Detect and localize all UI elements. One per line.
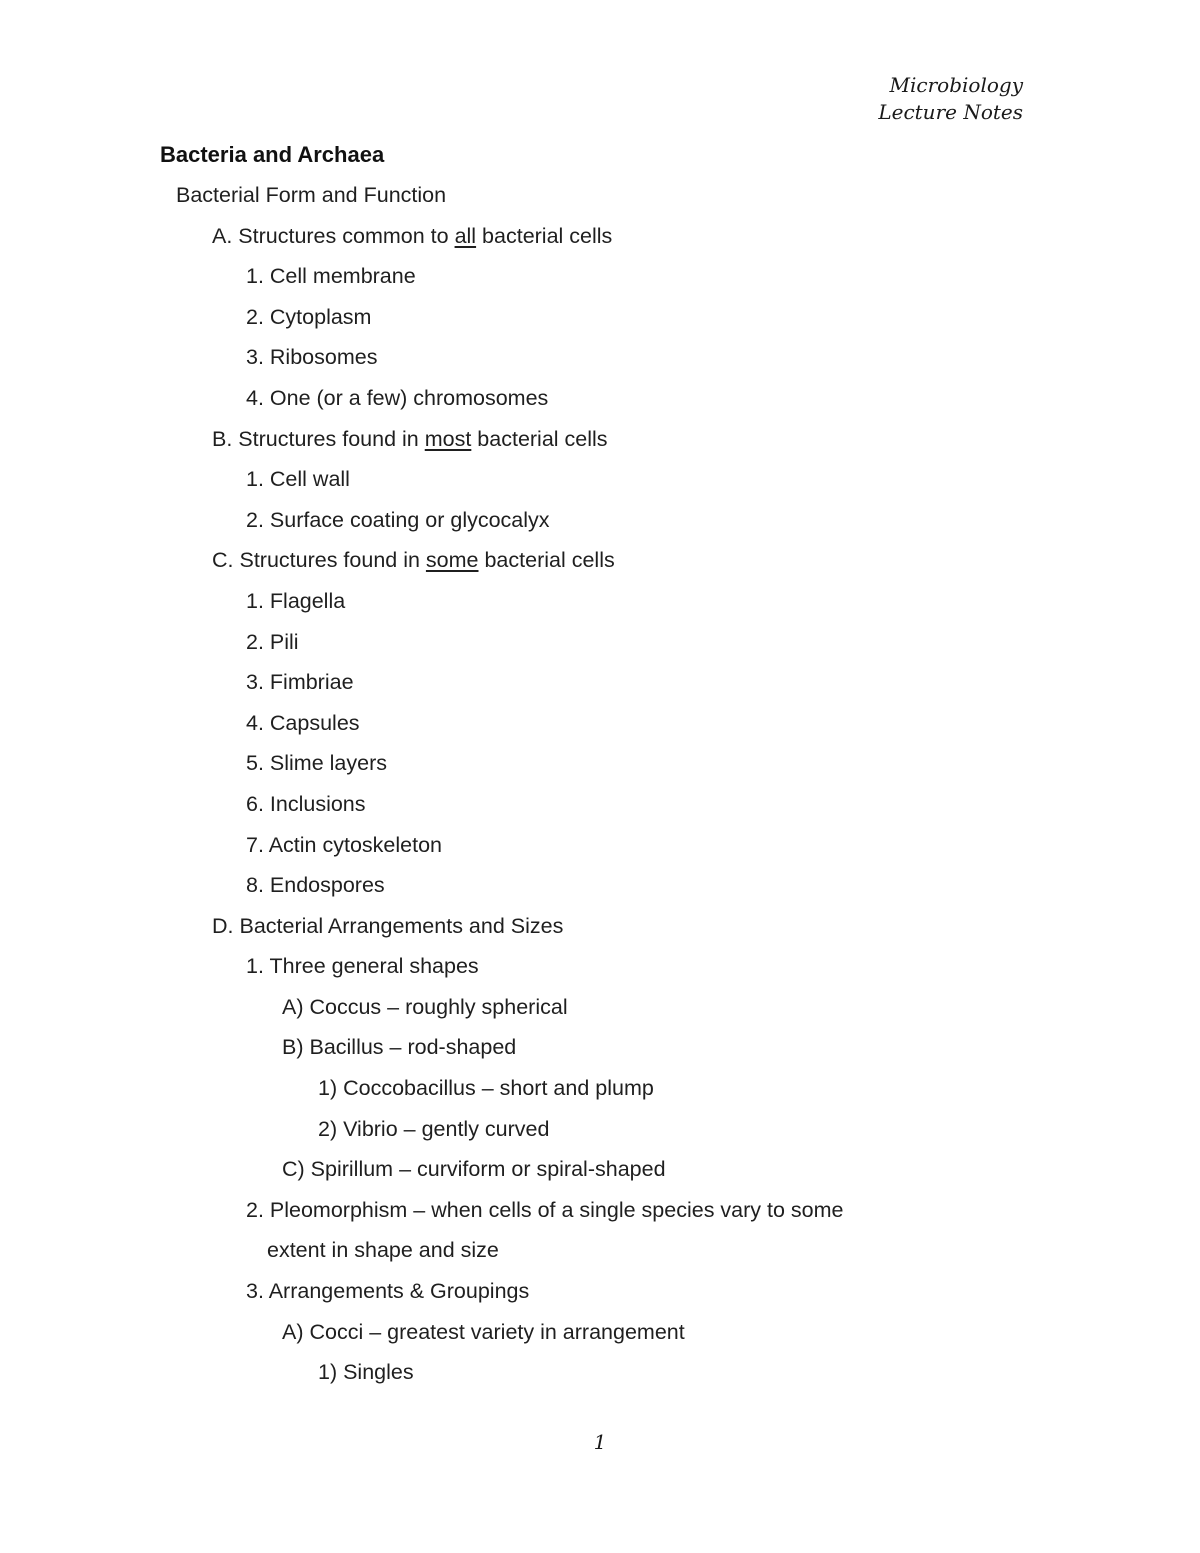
outline-item: 4. One (or a few) chromosomes bbox=[246, 385, 549, 410]
outline-item: 3. Fimbriae bbox=[246, 670, 354, 695]
outline-item: 1. Flagella bbox=[246, 588, 346, 613]
outline-item: 2. Surface coating or glycocalyx bbox=[246, 507, 550, 532]
outline-subitem: A) Coccus – roughly spherical bbox=[282, 994, 568, 1019]
outline-item: 2. Cytoplasm bbox=[246, 304, 372, 329]
outline-subitem: B) Bacillus – rod-shaped bbox=[282, 1035, 517, 1060]
section-heading: Bacterial Form and Function bbox=[176, 183, 447, 207]
outline-item: 1. Three general shapes bbox=[246, 954, 479, 979]
outline-item: 4. Capsules bbox=[246, 710, 360, 735]
outline-item: 8. Endospores bbox=[246, 873, 385, 898]
outline-item: 6. Inclusions bbox=[246, 791, 366, 816]
outline-heading-d: D. Bacterial Arrangements and Sizes bbox=[212, 913, 564, 938]
outline-subsubitem: 2) Vibrio – gently curved bbox=[318, 1116, 550, 1141]
outline-item: 3. Ribosomes bbox=[246, 345, 378, 370]
outline-item: 1. Cell membrane bbox=[246, 264, 416, 289]
outline-item-continuation: extent in shape and size bbox=[267, 1238, 499, 1263]
outline-item: 1. Cell wall bbox=[246, 467, 350, 492]
page-header bbox=[878, 72, 1023, 126]
header-subtitle: Lecture Notes bbox=[878, 100, 1023, 124]
emphasis-some: some bbox=[425, 548, 479, 573]
outline-item: 2. Pleomorphism – when cells of a single species vary to some bbox=[246, 1197, 844, 1222]
outline-item: 2. Pili bbox=[246, 629, 299, 654]
course-name: Microbiology bbox=[889, 73, 1023, 97]
document-title: Bacteria and Archaea bbox=[160, 142, 385, 167]
outline-heading-b: B. Structures found in most bacterial cells bbox=[212, 426, 608, 451]
lecture-outline bbox=[0, 180, 1200, 1398]
outline-subsubitem: 1) Coccobacillus – short and plump bbox=[318, 1076, 654, 1101]
outline-item: 7. Actin cytoskeleton bbox=[246, 832, 442, 857]
outline-subitem: C) Spirillum – curviform or spiral-shaped bbox=[282, 1157, 666, 1182]
outline-subsubitem: 1) Singles bbox=[318, 1360, 414, 1385]
emphasis-most: most bbox=[424, 426, 472, 451]
outline-subitem: A) Cocci – greatest variety in arrangement bbox=[282, 1319, 685, 1344]
outline-item: 5. Slime layers bbox=[246, 751, 387, 776]
emphasis-all: all bbox=[454, 223, 477, 248]
outline-heading-c: C. Structures found in some bacterial cells bbox=[212, 548, 615, 573]
page-number: 1 bbox=[593, 1430, 607, 1454]
outline-heading-a: A. Structures common to all bacterial cells bbox=[212, 223, 613, 248]
outline-item: 3. Arrangements & Groupings bbox=[246, 1279, 530, 1304]
